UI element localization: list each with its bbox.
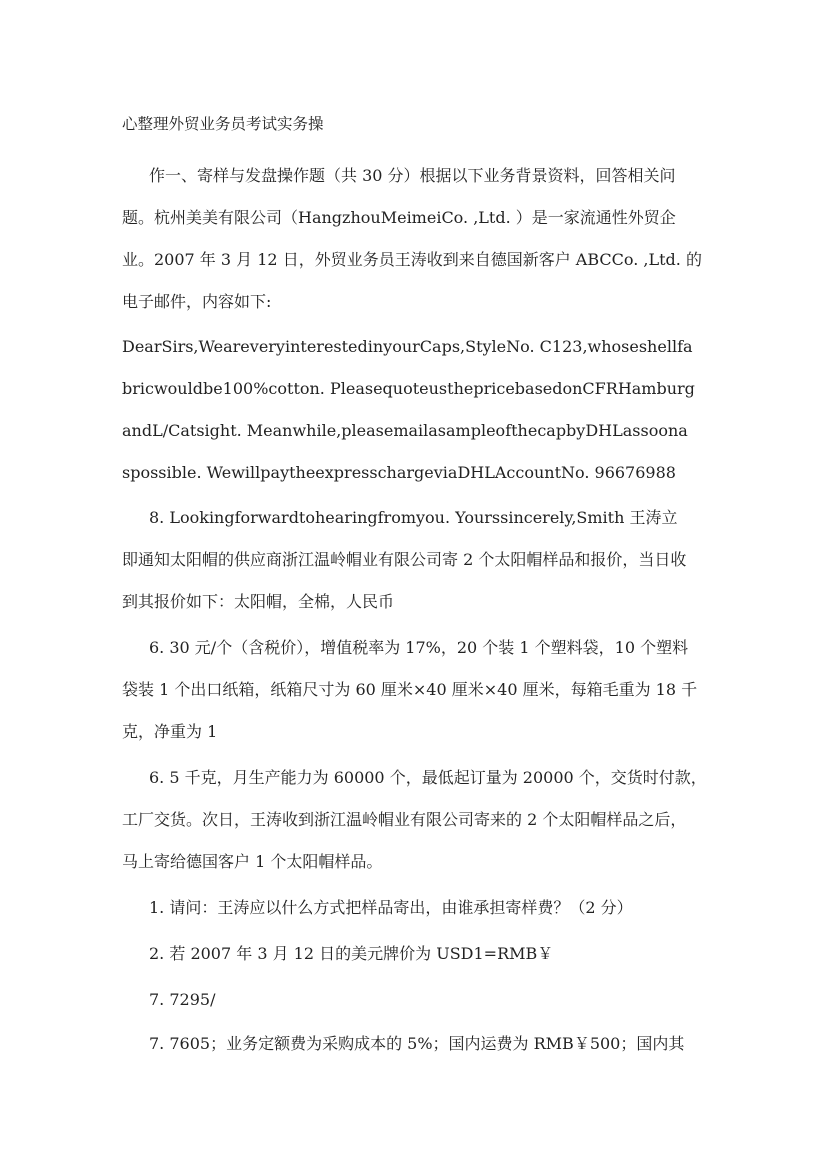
text-line: 题。杭州美美有限公司（HangzhouMeimeiCo. ,Ltd. ）是一家流通性外贸企 (122, 208, 676, 227)
text-line: 1. 请问：王涛应以什么方式把样品寄出，由谁承担寄样费？（2 分） (149, 898, 633, 917)
text-line: spossible. WewillpaytheexpresschargeviaDHLAccountNo. 96676988 (122, 463, 676, 482)
document-title: 心整理外贸业务员考试实务操 (122, 115, 324, 133)
text-line: 8. Lookingforwardtohearingfromyou. Yourssincerely,Smith 王涛立 (149, 508, 678, 527)
text-line: 到其报价如下：太阳帽，全棉，人民币 (122, 592, 395, 611)
text-line: andL/Catsight. Meanwhile,pleasemailasampleofthecapbyDHLassoona (122, 421, 688, 440)
text-line: 7. 7295/ (149, 990, 216, 1009)
text-line: 工厂交货。次日，王涛收到浙江温岭帽业有限公司寄来的 2 个太阳帽样品之后， (122, 810, 687, 829)
text-line: 2. 若 2007 年 3 月 12 日的美元牌价为 USD1=RMB￥ (149, 944, 554, 963)
text-line: 即通知太阳帽的供应商浙江温岭帽业有限公司寄 2 个太阳帽样品和报价，当日收 (122, 550, 687, 569)
text-line: 业。2007 年 3 月 12 日，外贸业务员王涛收到来自德国新客户 ABCCo. ,Ltd. 的 (122, 250, 702, 269)
text-line: bricwouldbe100%cotton. PleasequoteusthepricebasedonCFRHamburg (122, 379, 695, 398)
text-line: 作一、寄样与发盘操作题（共 30 分）根据以下业务背景资料，回答相关问 (149, 166, 676, 185)
text-line: DearSirs,WeareveryinterestedinyourCaps,StyleNo. C123,whoseshellfa (122, 337, 693, 356)
text-line: 克，净重为 1 (122, 722, 218, 741)
text-line: 6. 30 元/个（含税价），增值税率为 17%，20 个装 1 个塑料袋，10 个塑料 (149, 638, 689, 657)
text-line: 袋装 1 个出口纸箱，纸箱尺寸为 60 厘米×40 厘米×40 厘米，每箱毛重为 18 千 (122, 680, 698, 699)
text-line: 7. 7605；业务定额费为采购成本的 5%；国内运费为 RMB￥500；国内其 (149, 1034, 685, 1053)
text-line: 电子邮件，内容如下: (122, 292, 272, 311)
text-line: 马上寄给德国客户 1 个太阳帽样品。 (122, 852, 383, 871)
text-line: 6. 5 千克，月生产能力为 60000 个，最低起订量为 20000 个，交货时付款， (149, 768, 707, 787)
